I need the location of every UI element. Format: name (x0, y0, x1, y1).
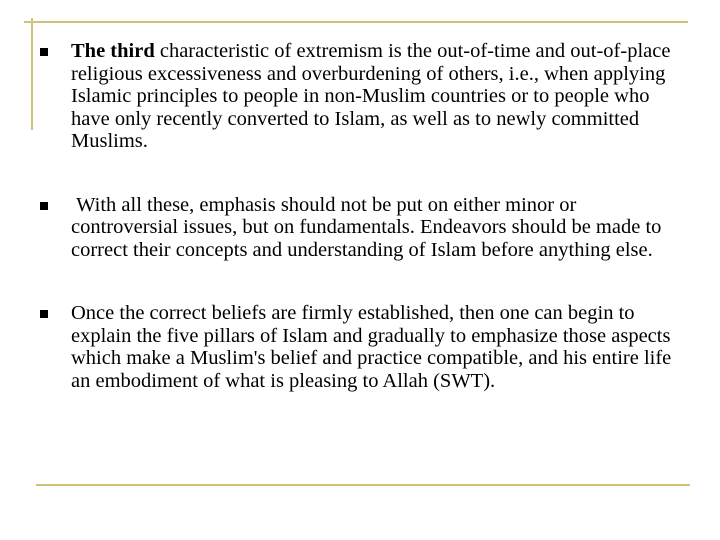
bullet-item-2 (40, 194, 680, 262)
bullet-item-3 (40, 302, 680, 392)
square-bullet-icon (40, 310, 48, 318)
square-bullet-icon (40, 202, 48, 210)
square-bullet-icon (40, 48, 48, 56)
bullet-body-2: With all these, emphasis should not be put on either minor or controversial issues, but on fundamentals. Endeavors should be made to correct their concepts and understanding of Islam before anything else. (71, 193, 662, 261)
bullet-text-1 (71, 40, 670, 152)
bullet-body-3: Once the correct beliefs are firmly established, then one can begin to explain the five pillars of Islam and gradually to emphasize those aspects which make a Muslim's belief and practice compatible, and his entire life an embodiment of what is pleasing to Allah (SWT). (71, 302, 672, 392)
decorative-top-rule (24, 21, 688, 23)
bullet-list (40, 40, 680, 433)
bullet-item-1 (40, 40, 680, 153)
decorative-bottom-rule (36, 484, 690, 486)
bullet-text-2 (71, 194, 661, 261)
bullet-lead-1: The third (71, 40, 155, 62)
decorative-vertical-rule (31, 18, 33, 130)
bullet-body-1: characteristic of extremism is the out-of-time and out-of-place religious excessiveness and overburdening of others, i.e., when applying Islamic principles to people in non-Muslim countries or to people who have only recently converted to Islam, as well as to newly committed Muslims. (71, 40, 671, 152)
bullet-text-3 (71, 302, 671, 392)
